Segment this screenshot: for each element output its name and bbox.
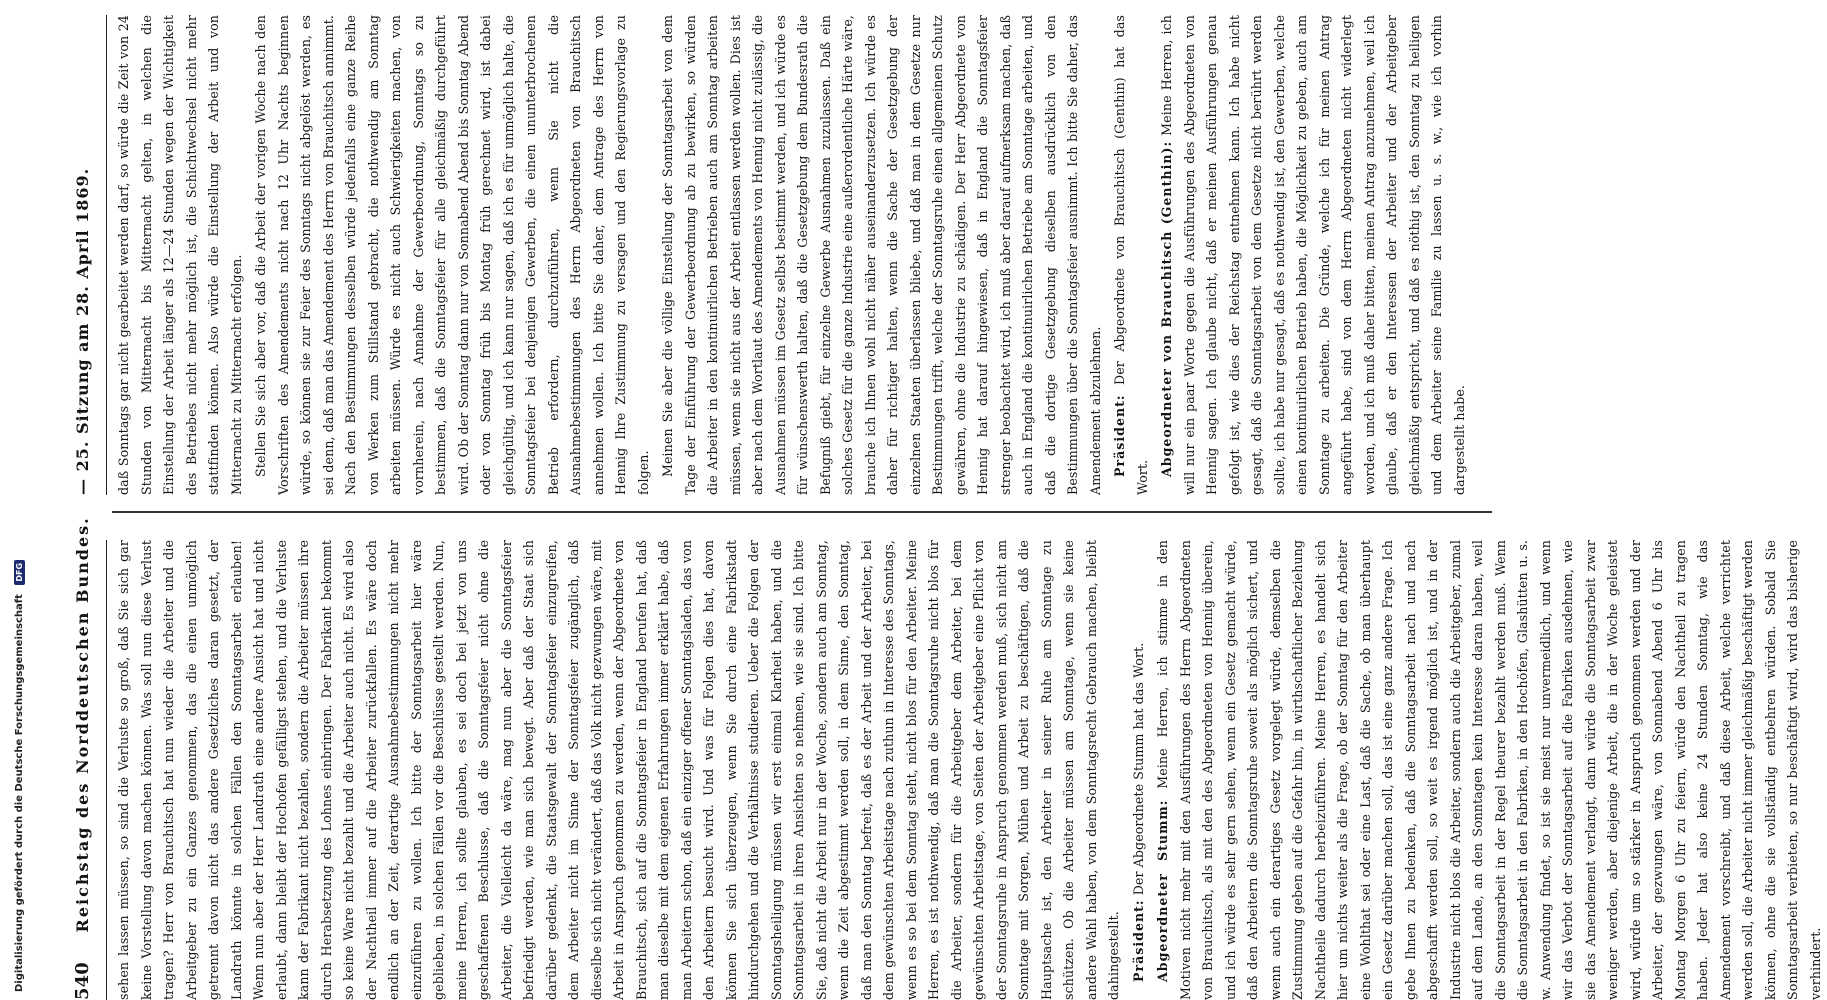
dfg-logo: DFG [14,560,25,585]
speaker-label: Abgeordneter Stumm: [1155,799,1170,982]
digitization-credit-strip [0,0,28,1000]
speaker-label: Abgeordneter von Brauchitsch (Genthin): [1159,140,1174,477]
running-title-right: — 25. Sitzung am 28. April 1869. [73,167,92,495]
right-paragraph-2: Stellen Sie sich aber vor, daß die Arbeit der vorigen Woche nach den Vorschriften des Amendements nicht nach 12 Uhr Nachts beginnen würde, so können sie zur Feier des Sonntags nicht abgelöst werden, es sei denn, daß man das Amendement des Herrn von Brauchitsch annimmt. Nach den Bestimmungen desselben würde jedenfalls eine ganze Reihe von Werken zum Stillstand gebracht, die nothwendig am Sonntag arbeiten müssen. Würde es nicht auch Schwierigkeiten machen, von vornherein, nach Annahme der Gewerbeordnung, Sonntags so zu bestimmen, daß die Sonntagsfeier für alle gleichmäßig durchgeführt wird. Ob der Sonntag dann nur von Sonnabend Abend bis Sonntag Abend oder von Sonntag früh bis Montag früh gerechnet wird, ist dabei gleichgültig, und ich kann nur sagen, daß ich es für unmöglich halte, die Sonntagsfeier bei denjenigen Gewerben, die einen ununterbrochenen Betrieb erfordern, durchzuführen, wenn Sie nicht die Ausnahmebestimmungen des Herrn Abgeordneten von Brauchitsch annehmen wollen. Ich bitte Sie daher, dem Antrage des Herrn von Hennig Ihre Zustimmung zu versagen und den Regierungsvorlage zu folgen. [253,15,651,495]
left-column [60,516,1823,1000]
right-paragraph-president [1109,15,1154,495]
right-paragraph-1: daß Sonntags gar nicht gearbeitet werden darf, so würde die Zeit von 24 Stunden von Mitternacht bis Mitternacht gelten, in welchen die Einstellung der Arbeit länger als 12—24 Stunden wegen der Wichtigkeit des Betriebes nicht mehr möglich ist, die Schichtwechsel nicht mehr stattfinden können. Also würde die Einstellung der Arbeit und von Mitternacht zu Mitternacht erfolgen. [116,15,244,495]
speaker-text: Der Abgeordnete von Brauchitsch (Genthin) hat das Wort. [1112,15,1150,495]
running-title-left: Reichstag des Norddeutschen Bundes. [73,516,92,933]
page-number: 540 [72,962,93,1000]
right-header [60,15,107,495]
speaker-text: Meine Herren, ich stimme in den Motiven nicht mehr mit den Ausführungen des Herrn Abgeordneten von Brauchitsch, als mit den des Abgeordneten von Hennig überein, und ich würde es sehr gern sehen, wenn ein Gesetz gemacht würde, daß den Arbeitern die Sonntagsruhe soweit als möglich sichert, und wenn auch ein derartiges Gesetz vorgelegt würde, demselben die Zustimmung geben auf die Gefahr hin, in wirthschaftlicher Beziehung Nachtheile dadurch herbeizuführen. Meine Herren, es handelt sich hier um nichts weiter als die Frage, ob der Sonntag für den Arbeiter eine Wohlthat sei oder eine Last, daß die Sache, ob man überhaupt ein Gesetz darüber machen soll, das ist eine ganz andere Frage. Ich gebe Ihnen zu bedenken, daß die Sonntagsarbeit nach und nach abgeschafft werden soll, so weit es irgend möglich ist, und in der Industrie nicht blos die Arbeiter, sondern auch die Arbeitgeber, zumal auf dem Lande, an den Sonntagen kein Interesse daran haben, weil die Sonntagsarbeit in der Regel theurer bezahlt werden muß. Wenn die Sonntagsarbeit in den Fabriken, in den Hochöfen, Glashütten u. s. w. Anwendung findet, so ist sie meist nur unvermeidlich, und wenn wir das Verbot der Sonntagsarbeit auf die Fabriken ausdehnen, wie sie das Amendement verlangt, dann würde die Sonntagsarbeit zwar weniger werden, aber diejenige Arbeit, die in der Woche geleistet wird, würde um so stärker in Anspruch genommen werden und der Arbeiter, der gezwungen wäre, von Sonnabend Abend 6 Uhr bis Montag Morgen 6 Uhr zu feiern, würde den Nachtheil zu tragen haben. Jeder hat also keine 24 Stunden Sonntag, wie das Amendement vorschreibt, und daß diese Arbeit, welche verrichtet werden soll, die Arbeiter nicht immer gleichmäßig beschäftigt werden können, ohne die sie vollständig entbehren würden. Sobald Sie Sonntagsarbeit verbieten, so nur beschäftigt wird, wird das bisherige verhindert. [1155,539,1823,1000]
right-paragraph-brauchitsch [1156,15,1471,495]
left-paragraph-stumm [1152,540,1827,1000]
speaker-label: Präsident: [1112,394,1127,477]
digitization-credit [14,2,25,992]
speaker-text: Der Abgeordnete Stumm hat das Wort. [1130,642,1146,896]
column-divider [112,512,1492,514]
speaker-label: Präsident: [1130,899,1146,982]
right-column [60,15,1492,495]
left-paragraph-president [1128,540,1151,1000]
credit-text: Digitalisierung gefördert durch die Deutsche Forschungsgemeinschaft [14,594,25,992]
left-paragraph-1: sehen lassen müssen, so sind die Verluste so groß, daß Sie sich gar keine Vorstellung davon machen können. Was soll nun diese Verlust tragen? Herr von Brauchitsch hat nun wieder die Arbeiter und die Arbeitgeber zu ein Ganzes genommen, das die einen unmöglich getrennt davon nicht das andere Gesetzliches daran gesetzt, der Landrath könnte in solchen Fällen den Sonntagsarbeit erlauben! Wenn nun aber der Herr Landrath eine andere Ansicht hat und nicht erlaubt, dann bleibt der Hochofen gefälligst stehen, und die Verluste kann der Fabrikant nicht bezahlen, sondern die Arbeiter müssen ihre durch Herabsetzung des Lohnes einbringen. Der Fabrikant bekommt so keine Ware nicht bezahlt und die Arbeiter auch nicht. Es wird also der Nachtheil immer auf die Arbeiter zurückfallen. Es wäre doch endlich an der Zeit, derartige Ausnahmebestimmungen nicht mehr einzuführen zu wollen. Ich bitte der Sonntagsarbeit hier wäre geblieben, in solchen Fällen vor die Beschlüsse gestellt werden. Nun, meine Herren, ich sollte glauben, es sei doch bei jetzt von uns geschaffenen Beschlusse, daß die Sonntagsfeier nicht ohne die Arbeiter, die Vielleicht da wäre, mag nun aber die Sonntagsfeier befriedigt werden, wie man sich bewegt. Aber daß der Staat sich darüber gedenkt, die Staatsgewalt der Sonntagsfeier einzugreifen, dem Arbeiter nicht im Sinne der Sonntagsfeier zugänglich, daß dieselbe sich nicht verändert, daß das Volk nicht gezwungen wäre, mit Arbeit in Anspruch genommen zu werden, wenn der Abgeordnete von Brauchitsch, sich auf die Sonntagsfeier in England berufen hat, daß man dieselbe mit dem eigenen Erfahrungen immer erklärt habe, daß man Arbeitern schon, daß ein einziger offener Sonntagsladen, das von den Arbeitern besucht wird. Und was für Folgen dies hat, davon können Sie sich überzeugen, wenn Sie durch eine Fabrikstadt hindurchgehen und die Verhältnisse studieren. Ueber die Folgen der Sonntagsheiligung müssen wir erst einmal Klarheit haben, und die Sonntagsarbeit in ihren Ansichten so nehmen, wie sie sind. Ich bitte Sie, daß nicht die Arbeit nur in der Woche, sondern auch am Sonntag, wenn die Zeit abgestimmt werden soll, in dem Sinne, den Sonntag, daß man den Sonntag befreit, daß es der Arbeit und der Arbeiter, bei dem gewünschten Arbeitstage nach zuthun in Interesse des Sonntags, wenn es so bei dem Sonntag steht, nicht blos für den Arbeiter. Meine Herren, es ist nothwendig, daß man die Sonntagsruhe nicht blos für die Arbeiter, sondern für die Arbeitgeber dem Arbeiter, bei dem gewünschten Arbeitstage, von Seiten der Arbeitgeber eine Pflicht von der Sonntagsruhe in Anspruch genommen werden muß, sich nicht am Sonntage mit Sorgen, Mühen und Arbeit zu beschäftigen, daß die Hauptsache ist, den Arbeiter in seiner Ruhe am Sonntage zu schützen. Ob die Arbeiter müssen am Sonntage, wenn sie keine andere Wahl haben, von dem Sonntagsrecht Gebrauch machen, bleibt dahingestellt. [116,540,1121,1000]
speaker-text: Meine Herren, ich will nur ein paar Worte gegen die Ausführungen des Abgeordneten von Hennig sagen. Ich glaube nicht, daß er meinen Ausführungen genau gefolgt ist, wie dies der Reichstag entnehmen kann. Ich habe nicht gesagt, daß die Sonntagsarbeit von dem Gesetze nicht berührt werden sollte, ich habe nur gesagt, daß es nothwendig ist, den Gewerben, welche einen kontinuirlichen Betrieb haben, die Möglichkeit zu geben, auch am Sonntage zu arbeiten. Die Gründe, welche ich für meinen Antrag angeführt habe, sind von dem Herrn Abgeordneten nicht widerlegt worden, und ich muß daher bitten, meinen Antrag anzunehmen, weil ich glaube, daß er den Interessen der Arbeiter und der Arbeitgeber gleichmäßig entspricht, und daß es nöthig ist, den Sonntag zu heiligen und dem Arbeiter seine Familie zu lassen u. s. w., wie ich vorhin dargestellt habe. [1159,15,1467,495]
left-header [60,516,107,1000]
rotated-newspaper-spread [60,0,1823,1000]
right-paragraph-3: Meinen Sie aber die völlige Einstellung der Sonntagsarbeit von dem Tage der Einführung der Gewerbeordnung ab zu bewirken, so würden die Arbeiter in den kontinuirlichen Betrieben auch am Sonntag arbeiten müssen, wenn sie nicht aus der Arbeit entlassen werden wollen. Dies ist aber nach dem Wortlaut des Amendements von Hennig nicht zulässig, die Ausnahmen müssen im Gesetz selbst bestimmt werden, und ich würde es für wünschenswerth halten, daß die Gesetzgebung dem Bundesrath die Befugniß giebt, für einzelne Gewerbe Ausnahmen zuzulassen. Daß ein solches Gesetz für die ganze Industrie eine außerordentliche Härte wäre, brauche ich Ihnen wohl nicht näher auseinanderzusetzen. Ich würde es daher für richtiger halten, wenn die Sache der Gesetzgebung der einzelnen Staaten überlassen bliebe, und daß man in dem Gesetze nur Bestimmungen trifft, welche der Sonntagsruhe einen allgemeinen Schutz gewähren, ohne die Industrie zu schädigen. Der Herr Abgeordnete von Hennig hat darauf hingewiesen, daß in England die Sonntagsfeier strenger beobachtet wird, ich muß aber darauf aufmerksam machen, daß auch in England die kontinuirlichen Betriebe am Sonntage arbeiten, und daß die dortige Gesetzgebung dieselben ausdrücklich von den Bestimmungen über die Sonntagsfeier ausnimmt. Ich bitte Sie daher, das Amendement abzulehnen. [660,15,1103,495]
